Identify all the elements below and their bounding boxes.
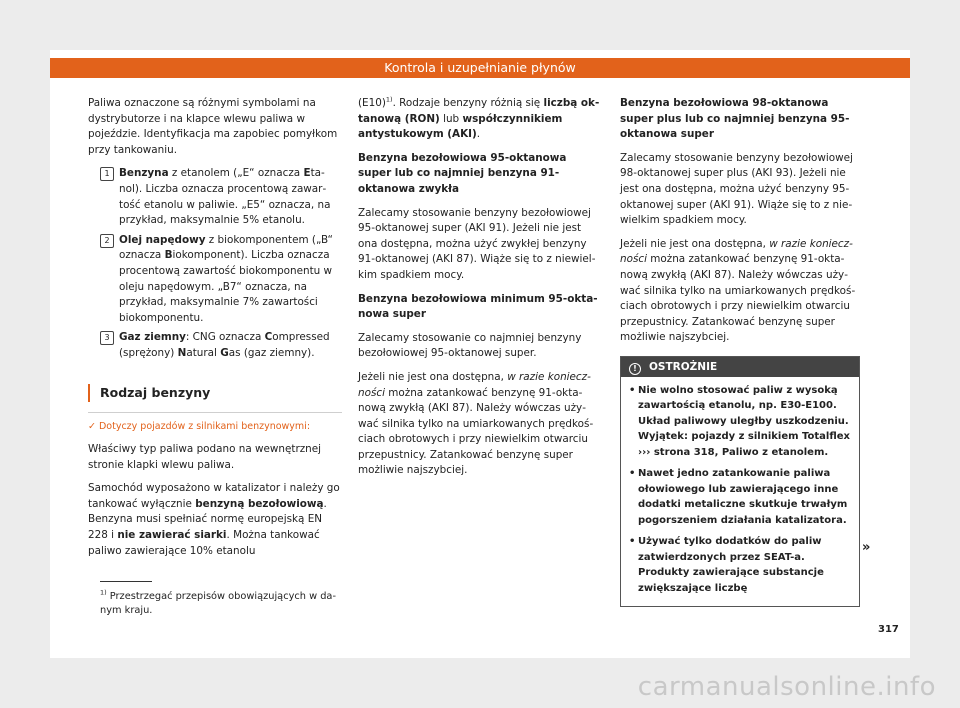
warning-header: ! OSTROŻNIE <box>621 357 859 377</box>
list-item-1: 1 Benzyna z etanolem („E“ oznacza Etanol). Liczba oznacza procentową zawartość etanolu w paliwie. „E5“ oznacza, na przykład, maksymalnie 5% etanolu. <box>88 166 342 228</box>
footnote: $^{1)}$ Przestrzegać przepisów obowiązujących w danym kraju. <box>100 588 336 616</box>
column-1 <box>88 96 342 567</box>
warning-item: • Nie wolno stosować paliw z wysoką zawartością etanolu, np. E30-E100. Układ paliwowy uległby uszkodzeniu. Wyjątek: pojazdy z silnikiem Totalflex ››› strona 318, Paliwo z etanolem. <box>629 383 851 461</box>
divider <box>88 412 342 413</box>
footnote-ref: 1) <box>385 95 393 104</box>
paragraph: Jeżeli nie jest ona dostępna, w razie konieczności można zatankować benzynę 91-oktanową zwykłą (AKI 87). Należy wówczas używać silnika tylko na umiarkowanych prędkościach obrotowych i przy niewielkim otwarciu przepustnicy. Zatankować benzynę super możliwie najszybciej. <box>358 370 594 477</box>
list-item-3: 3 Gaz ziemny: CNG oznacza Compressed (sprężony) Natural Gas (gaz ziemny). <box>88 330 342 361</box>
subheading: Benzyna bezołowiowa 95-oktanowa super lub co najmniej benzyna 91-oktanowa zwykła <box>358 151 567 195</box>
paragraph: Jeżeli nie jest ona dostępna, w razie konieczności można zatankować benzynę 91-oktanową zwykłą (AKI 87). Należy wówczas używać silnika tylko na umiarkowanych prędkościach obrotowych i przy niewielkim otwarciu przepustnicy. Zatankować benzynę super możliwie najszybciej. <box>620 237 856 344</box>
section-title: Rodzaj benzyny <box>88 384 342 402</box>
item-number: 2 <box>100 234 114 248</box>
paragraph: $(E10)^{1)}$. Rodzaje benzyny różnią się liczbą oktanową (RON) lub współczynnikiem antystukowym (AKI). <box>358 95 600 141</box>
footnote-divider <box>100 581 152 582</box>
subheading: Benzyna bezołowiowa 98-oktanowa super plus lub co najmniej benzyna 95-oktanowa super <box>620 97 850 141</box>
watermark: carmanualsonline.info <box>637 672 936 702</box>
page-header: Kontrola i uzupełnianie płynów <box>50 58 910 78</box>
paragraph: Zalecamy stosowanie benzyny bezołowiowej 98-oktanowej super plus (AKI 93). Jeżeli nie jest ona dostępna, można użyć benzyny 95-oktanowej super (AKI 91). Wiąże się to z niewielkim spadkiem mocy. <box>620 151 853 227</box>
paragraph: Właściwy typ paliwa podano na wewnętrznej stronie klapki wlewu paliwa. <box>88 443 322 471</box>
paragraph: Samochód wyposażono w katalizator i należy go tankować wyłącznie benzyną bezołowiową. Benzyna musi spełniać normę europejską EN 228 i nie zawierać siarki. Można tankować paliwo zawierające 10% etanolu <box>88 482 340 557</box>
subheading: Benzyna bezołowiowa minimum 95-oktanowa super <box>358 292 598 321</box>
item-number: 3 <box>100 331 114 345</box>
column-3 <box>620 96 860 607</box>
paragraph: Zalecamy stosowanie co najmniej benzyny bezołowiowej 95-oktanowej super. <box>358 331 582 360</box>
list-item-2: 2 Olej napędowy z biokomponentem („B“ oznacza Biokomponent). Liczba oznacza procentową zawartość biokomponentu w oleju napędowym. „B7“ oznacza, na przykład, maksymalnie 7% zawartości biokomponentu. <box>88 233 342 327</box>
warning-item: • Nawet jedno zatankowanie paliwa ołowiowego lub zawierającego inne dodatki metaliczne skutkuje trwałym pogorszeniem działania katalizatora. <box>629 466 851 528</box>
warning-box <box>620 356 860 608</box>
warning-body <box>621 377 859 607</box>
warning-item: • Używać tylko dodatków do paliw zatwierdzonych przez SEAT-a. Produkty zawierające substancje zwiększające liczbę <box>629 534 851 596</box>
paragraph: Zalecamy stosowanie benzyny bezołowiowej 95-oktanowej super (AKI 91). Jeżeli nie jest ona dostępna, można użyć zwykłej benzyny 91-oktanowej (AKI 87). Wiąże się to z niewielkim spadkiem mocy. <box>358 206 596 281</box>
column-2 <box>358 96 602 487</box>
continue-arrow: » <box>862 540 871 555</box>
applies-to-note: ✓ Dotyczy pojazdów z silnikami benzynowymi: <box>88 420 311 432</box>
exclamation-icon: ! <box>629 363 641 375</box>
page-number: 317 <box>878 624 899 635</box>
intro-paragraph: Paliwa oznaczone są różnymi symbolami na dystrybutorze i na klapce wlewu paliwa w pojeździe. Identyfikacja ma zapobiec pomyłkom przy tankowaniu. <box>88 97 338 156</box>
item-number: 1 <box>100 167 114 181</box>
